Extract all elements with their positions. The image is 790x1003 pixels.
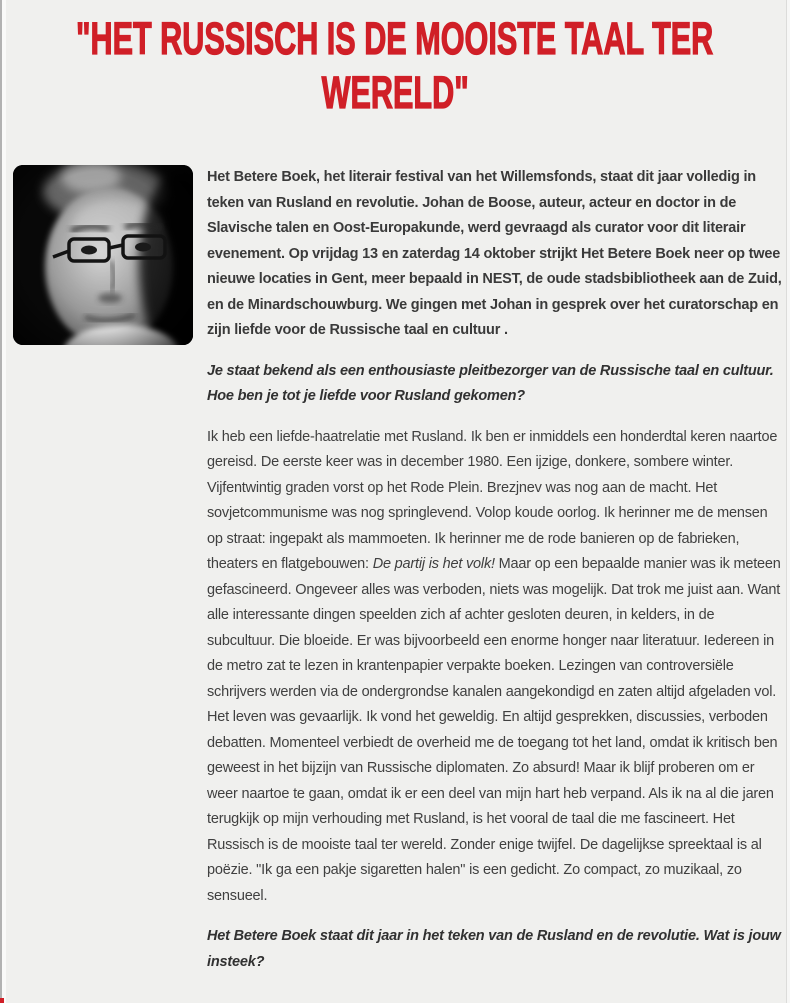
portrait-photo [13,165,193,345]
portrait-photo-art [13,165,193,345]
intro-paragraph: Het Betere Boek, het literair festival van het Willemsfonds, staat dit jaar volledig in teken van Rusland en revolutie. Johan de Boose, auteur, acteur en doctor in de Slavische talen en Oost-Europakunde, werd gevraagd als curator voor dit literair evenement. Op vrijdag 13 en zaterdag 14 oktober strijkt Het Betere Boek neer op twee nieuwe locaties in Gent, meer bepaald in NEST, de oude stadsbibliotheek aan de Zuid, en de Minardschouwburg. We gingen met Johan in gesprek over het curatorschap en zijn liefde voor de Russische taal en cultuur . [207,169,782,338]
window-right-gutter [786,0,790,1003]
article-content [13,165,786,990]
red-corner-fragment [0,998,4,1003]
interview-question-2: Het Betere Boek staat dit jaar in het teken van de Rusland en de revolutie. Wat is jouw insteek? [207,928,781,970]
window-left-gutter [2,0,6,1003]
answer-text-before: Ik heb een liefde-haatrelatie met Rusland. Ik ben er inmiddels een honderdtal keren naartoe gereisd. De eerste keer was in december 1980. Een ijzige, donkere, sombere winter. Vijfentwintig graden vorst op het Rode Plein. Brezjnev was nog aan de macht. Het sovjetcommunisme was nog springlevend. Volop koude oorlog. Ik herinner me de mensen op straat: ingepakt als mammoeten. Ik herinner me de rode banieren op de fabrieken, theaters en flatgebouwen: [207,428,778,572]
page-title-line-2 [0,66,790,120]
answer-italic-slogan: De partij is het volk! [372,556,495,572]
page-title-line-1 [0,12,790,66]
answer-paragraph-1 [207,425,783,910]
article-text-column [207,165,786,990]
page-title [0,0,790,120]
page-title-text-1: "HET RUSSISCH IS DE MOOISTE TAAL TER [76,13,714,64]
page-title-text-2: WERELD" [321,67,469,118]
answer-text-after: Maar op een bepaalde manier was ik meteen gefascineerd. Ongeveer alles was verboden, niets was mogelijk. Dat trok me juist aan. Want alle interessante dingen speelden zich af achter gesloten deuren, in kelders, in de subcultuur. Die bloeide. Er was bijvoorbeeld een enorme honger naar literatuur. Iedereen in de metro zat te lezen in krantenpapier verpakte boeken. Lezingen van controversiële schrijvers werden via de ondergrondse kanalen aangekondigd en zaten altijd afgeladen vol. Het leven was gevaarlijk. Ik vond het geweldig. En altijd gesprekken, discussies, verboden debatten. Momenteel verbiedt de overheid me de toegang tot het land, omdat ik kritisch ben geweest in het bijzijn van Russische diplomaten. Zo absurd! Maar ik blijf proberen om er weer naartoe te gaan, omdat ik er een deel van mijn hart heb verpand. Als ik na al die jaren terugkijk op mijn verhouding met Rusland, is het vooral de taal die me fascineert. Het Russisch is de mooiste taal ter wereld. Zonder enige twijfel. De dagelijkse spreektaal is al poëzie. "Ik ga een pakje sigaretten halen" is een gedicht. Zo compact, zo muzikaal, zo sensueel. [207,556,781,904]
interview-question-1: Je staat bekend als een enthousiaste pleitbezorger van de Russische taal en cultuur. Hoe ben je tot je liefde voor Rusland gekomen? [207,362,774,404]
